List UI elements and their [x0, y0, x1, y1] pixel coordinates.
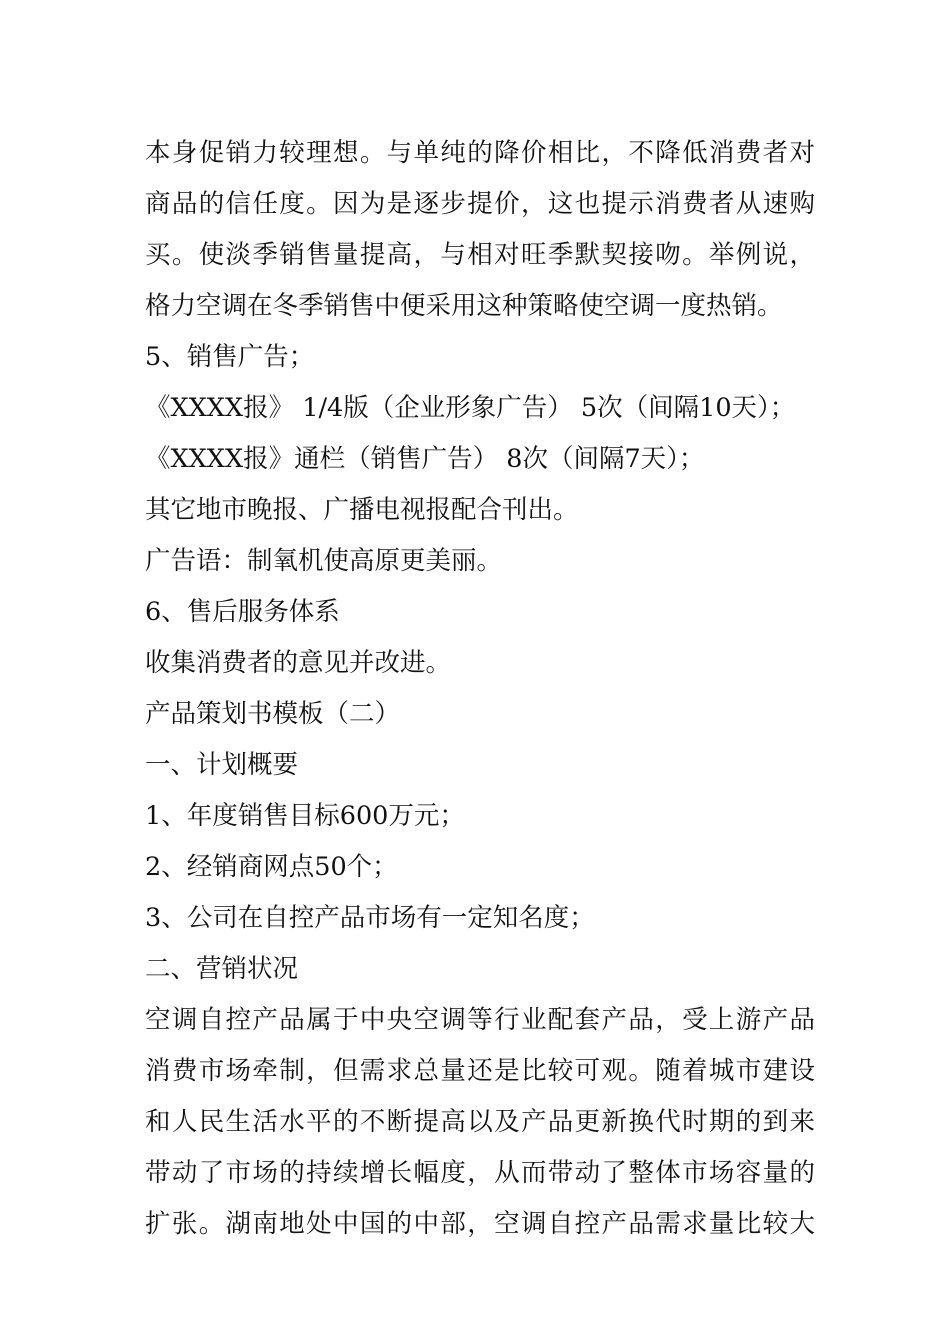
document-body [145, 128, 815, 1250]
list-item: 3、公司在自控产品市场有一定知名度； [145, 903, 595, 933]
slogan-line: 广告语：制氧机使高原更美丽。 [145, 546, 503, 576]
paragraph-line: 买。使淡季销售量提高，与相对旺季默契接吻。举例说， [145, 240, 815, 270]
paragraph-line: 格力空调在冬季销售中便采用这种策略使空调一度热销。 [145, 291, 783, 321]
section-heading: 6、售后服务体系 [145, 597, 340, 627]
list-item: 2、经销商网点50个； [145, 852, 398, 882]
document-subtitle: 产品策划书模板（二） [145, 699, 401, 729]
paragraph-line: 带动了市场的持续增长幅度，从而带动了整体市场容量的 [145, 1158, 815, 1188]
ad-schedule-line: 《XXXX报》 1/4版（企业形象广告） 5次（间隔10天）； [145, 393, 796, 423]
ad-schedule-line: 《XXXX报》通栏（销售广告） 8次（间隔7天）； [145, 444, 705, 474]
paragraph-line: 收集消费者的意见并改进。 [145, 648, 452, 678]
section-heading: 二、营销状况 [145, 954, 299, 984]
section-heading: 5、销售广告； [145, 342, 315, 372]
paragraph-line: 本身促销力较理想。与单纯的降价相比，不降低消费者对 [145, 138, 815, 168]
paragraph-line: 和人民生活水平的不断提高以及产品更新换代时期的到来 [145, 1107, 815, 1137]
paragraph-line: 空调自控产品属于中央空调等行业配套产品，受上游产品 [145, 1005, 815, 1035]
paragraph-line: 其它地市晚报、广播电视报配合刊出。 [145, 495, 579, 525]
paragraph-line: 扩张。湖南地处中国的中部，空调自控产品需求量比较大 [145, 1209, 815, 1239]
paragraph-line: 商品的信任度。因为是逐步提价，这也提示消费者从速购 [145, 189, 815, 219]
section-heading: 一、计划概要 [145, 750, 299, 780]
paragraph-line: 消费市场牵制，但需求总量还是比较可观。随着城市建设 [145, 1056, 815, 1086]
list-item: 1、年度销售目标600万元； [145, 801, 465, 831]
